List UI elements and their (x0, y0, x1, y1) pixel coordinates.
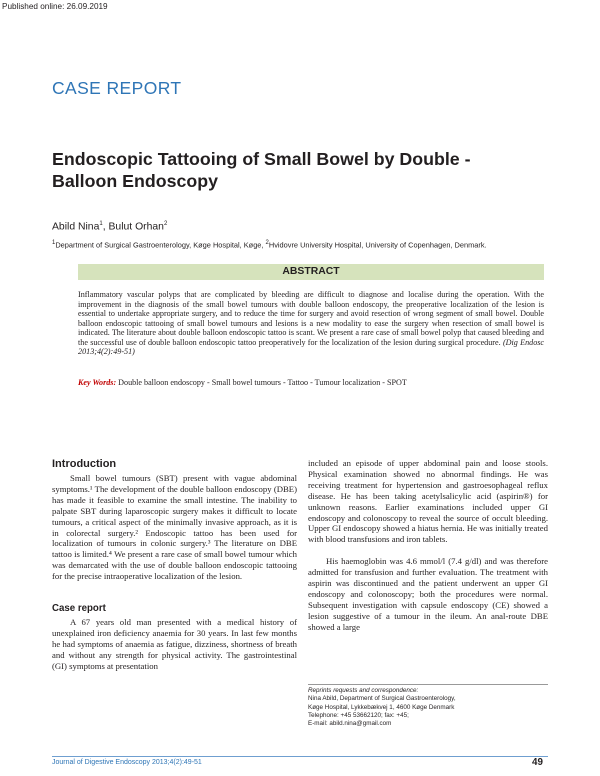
affiliations (52, 240, 552, 249)
reprints-email: E-mail: abild.nina@gmail.com (308, 720, 392, 728)
reprints-box (308, 687, 548, 728)
case-report-heading: Case report (52, 603, 106, 614)
author-list (52, 221, 167, 232)
right-column-paragraph: included an episode of upper abdominal pain and loose stools. Physical examination showed no abnormal findings. He was receiving treatment for hypertension and gastroesophageal reflux disease. He has been taking acetylsalicylic acid (aspirin®) for unknown reasons. Earlier examinations included upper GI endoscopy and colonoscopy to reveal the source of occult bleeding. Upper GI endoscopy showed a hiatus hernia. He was initially treated with blood transfusions and iron tablets. (308, 458, 548, 545)
abstract-text: Inflammatory vascular polyps that are complicated by bleeding are difficult to diagnose and localise during the operation. With the improvement in the diagnosis of the small bowel tumours with double balloon endoscopy, the preoperative localization of the lesion is essential to undertake appropriate surgery, and to reduce the time for surgery and avoid resection of wrong segment of small bowel. Double balloon endoscopic tattooing of small bowel tumours and lesions is a new modality to ease the surgery when resection of small bowel is indicated. The literature about double balloon endoscopic tattoo is scant. We present a rare case of small bowel polyp that caused bleeding and the successful use of double balloon endoscopic tattoo preoperatively for the localization of the lesion during surgical procedure. (78, 290, 544, 347)
introduction-body (52, 473, 297, 582)
footer-divider (52, 756, 548, 757)
introduction-heading: Introduction (52, 458, 117, 470)
affiliation-text: Hvidovre University Hospital, University of Copenhagen, Denmark. (268, 240, 487, 250)
abstract-body (78, 290, 544, 357)
reprints-divider (308, 684, 548, 685)
article-title: Endoscopic Tattooing of Small Bowel by Double - Balloon Endoscopy (52, 149, 471, 191)
author-name: Bulut Orhan (108, 221, 164, 233)
affiliation-mark: 1 (52, 240, 56, 246)
published-date: Published online: 26.09.2019 (2, 2, 108, 11)
journal-citation: Journal of Digestive Endoscopy 2013;4(2):49-51 (52, 759, 202, 766)
affiliation-mark: 2 (265, 240, 269, 246)
author-affiliation-mark: 2 (163, 221, 168, 227)
case-report-paragraph: A 67 years old man presented with a medical history of unexplained iron deficiency anaemia for 30 years. In last few months he had symptoms of anaemia as fatigue, dizziness, shortness of breath and without any strength for physical activity. The gastrointestinal (GI) symptoms at presentation (52, 617, 297, 671)
author-name: Abild Nina (52, 221, 100, 233)
author-separator: , (102, 221, 109, 233)
keywords-text: Double balloon endoscopy - Small bowel tumours - Tattoo - Tumour localization - SPOT (116, 378, 407, 387)
author-affiliation-mark: 1 (99, 221, 103, 227)
reprints-line: Telephone: +45 53662120; fax: +45; (308, 711, 409, 719)
right-column-body (308, 458, 548, 633)
reprints-line: Køge Hospital, Lykkebækvej 1, 4600 Køge Denmark (308, 703, 455, 711)
abstract-heading: ABSTRACT (78, 264, 544, 280)
keywords (78, 378, 548, 387)
section-label: CASE REPORT (52, 78, 182, 98)
case-report-body (52, 617, 297, 672)
keywords-label: Key Words: (78, 378, 117, 387)
page-number: 49 (532, 757, 543, 768)
affiliation-text: Department of Surgical Gastroenterology, Køge Hospital, Køge, (55, 240, 266, 250)
introduction-paragraph: Small bowel tumours (SBT) present with vague abdominal symptoms.¹ The development of the double balloon endoscopy (DBE) has made it feasible to examine the small intestine. The inability to palpate SBT during laparoscopic surgery makes it difficult to locate tumours, a critical aspect of the minimally invasive approach, as it is in colorectal surgery.² Endoscopic tattoo has been used for localization of tumours in colonic surgery.³ The literature on DBE tattoo is limited.⁴ We present a rare case of small bowel tumour which was demarcated with the use of double balloon endoscopic tattooing for the precise intraoperative localization of the lesion. (52, 473, 297, 582)
abstract-citation: (Dig Endosc 2013;4(2):49-51) (78, 337, 545, 357)
reprints-line: Nina Abild, Department of Surgical Gastroenterology, (308, 695, 456, 703)
reprints-heading: Reprints requests and correspondence: (308, 687, 419, 694)
right-column-paragraph: His haemoglobin was 4.6 mmol/l (7.4 g/dl) and was therefore admitted for transfusion and further evaluation. The treatment with aspirin was discontinued and the patient underwent an upper GI endoscopy and colonoscopy; both the procedures were normal. Subsequent investigation with capsule endoscopy (CE) showed a lesion suggestive of a tumour in the ileum. An anal-route DBE showed a large (308, 556, 548, 632)
